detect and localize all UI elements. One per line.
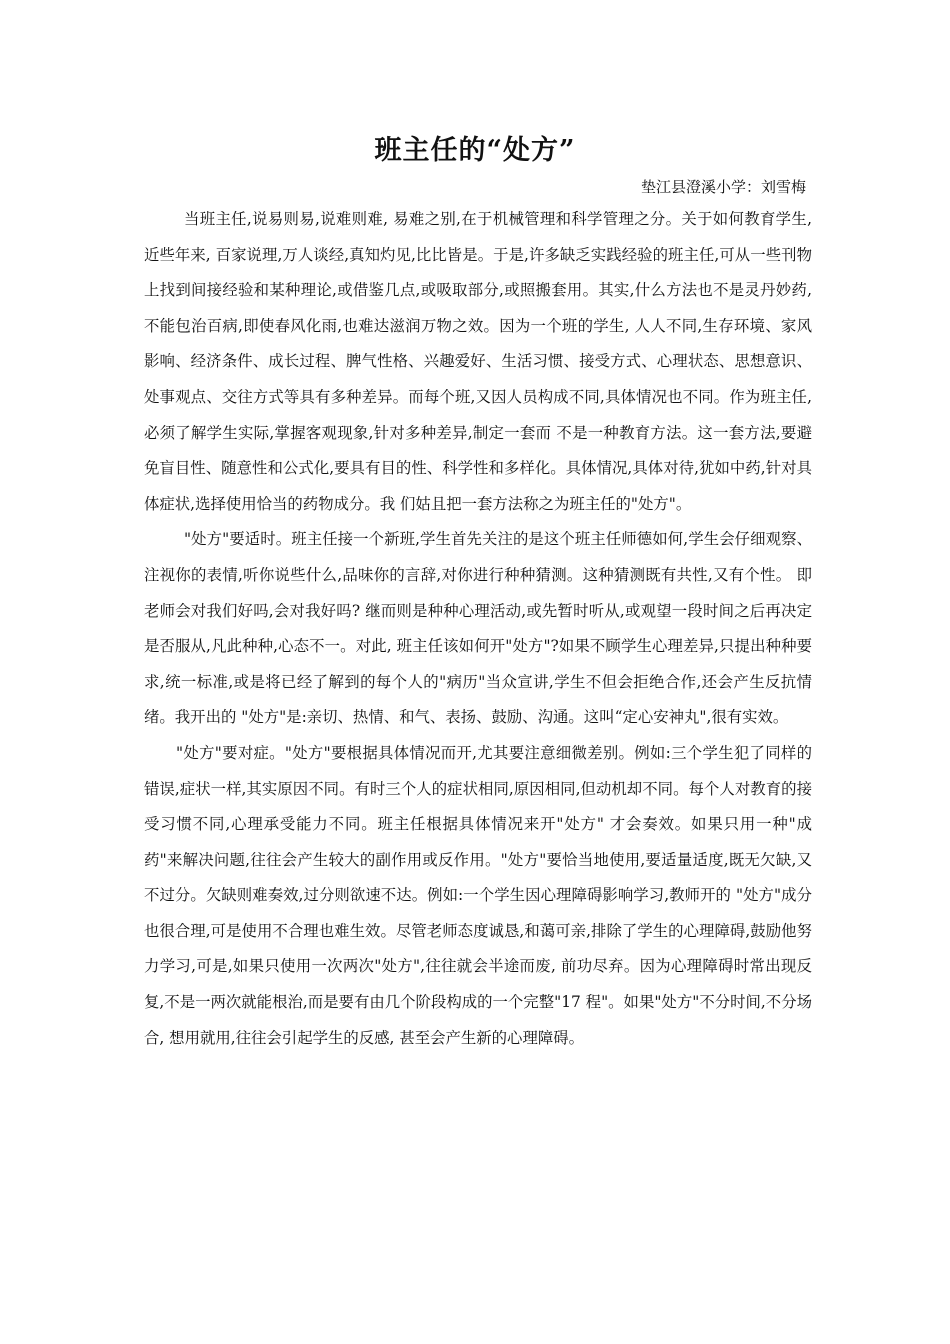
paragraph-intro: 当班主任,说易则易,说难则难, 易难之别,在于机械管理和科学管理之分。关于如何教育学生,近些年来, 百家说理,万人谈经,真知灼见,比比皆是。于是,许多缺乏实践经验的班主任,可从一些刊物上找到间接经验和某种理论,或借鉴几点,或吸取部分,或照搬套用。其实,什么方法也不是灵丹妙药, 不能包治百病,即使春风化雨,也难达滋润万物之效。因为一个班的学生, 人人不同,生存环境、家风影响、经济条件、成长过程、脾气性格、兴趣爱好、生活习惯、接受方式、心理状态、思想意识、处事观点、交往方式等具有多种差异。而每个班,又因人员构成不同,具体情况也不同。作为班主任,必须了解学生实际,掌握客观现象,针对多种差异,制定一套而 不是一种教育方法。这一套方法,要避免盲目性、随意性和公式化,要具有目的性、科学性和多样化。具体情况,具体对待,犹如中药,针对具体症状,选择使用恰当的药物成分。我 们姑且把一套方法称之为班主任的"处方"。 [144,210,812,513]
page-title: 班主任的“处方” [374,135,576,166]
article-body [144,202,812,1056]
author-line: 垫江县澄溪小学：刘雪梅 [640,178,806,196]
paragraph-timing: "处方"要适时。班主任接一个新班,学生首先关注的是这个班主任师德如何,学生会仔细观察、注视你的表情,听你说些什么,品味你的言辞,对你进行种种猜测。这种猜测既有共性,又有个性。 即老师会对我们好吗,会对我好吗? 继而则是种种心理活动,或先暂时听从,或观望一段时间之后再决定是否服从,凡此种种,心态不一。对此, 班主任该如何开"处方"?如果不顾学生心理差异,只提出种种要求,统一标准,或是将已经了解到的每个人的"病历"当众宣讲,学生不但会拒绝合作,还会产生反抗情绪。我开出的 "处方"是:亲切、热情、和气、表扬、鼓励、沟通。这叫“定心安神丸",很有实效。 [144,530,812,727]
paragraph-diagnosis: "处方"要对症。"处方"要根据具体情况而开,尤其要注意细微差别。例如:三个学生犯了同样的错误,症状一样,其实原因不同。有时三个人的症状相同,原因相同,但动机却不同。每个人对教育的接受习惯不同,心理承受能力不同。班主任根据具体情况来开"处方" 才会奏效。如果只用一种"成药"来解决问题,往往会产生较大的副作用或反作用。"处方"要恰当地使用,要适量适度,既无欠缺,又不过分。欠缺则难奏效,过分则欲速不达。例如:一个学生因心理障碍影响学习,教师开的 "处方"成分也很合理,可是使用不合理也难生效。尽管老师态度诚恳,和蔼可亲,排除了学生的心理障碍,鼓励他努力学习,可是,如果只使用一次两次"处方",往往就会半途而废, 前功尽弃。因为心理障碍时常出现反复,不是一两次就能根治,而是要有由几个阶段构成的一个完整"17 程"。如果"处方"不分时间,不分场合, 想用就用,往往会引起学生的反感, 甚至会产生新的心理障碍。 [144,743,812,1047]
